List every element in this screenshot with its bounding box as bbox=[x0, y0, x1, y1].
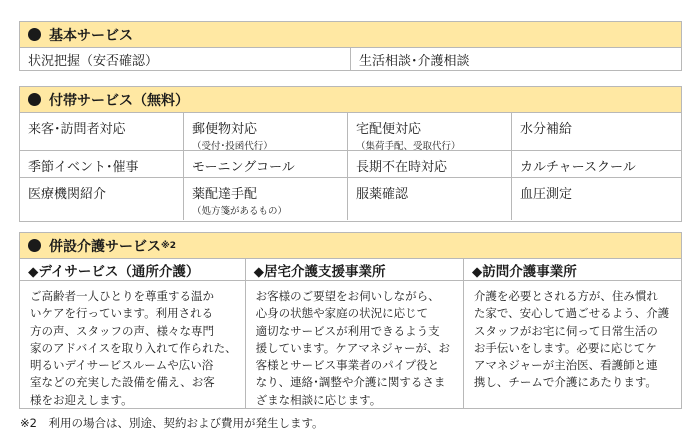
column-description bbox=[246, 281, 463, 409]
day-service-column bbox=[20, 259, 245, 409]
column-description bbox=[20, 281, 245, 409]
service-label: カルチャースクール bbox=[520, 160, 636, 175]
description-line: 室などの充実した設備を備え、お客 bbox=[30, 375, 215, 390]
facility-columns bbox=[20, 259, 681, 409]
service-label: モーニングコール bbox=[192, 160, 295, 175]
service-cell bbox=[348, 151, 512, 178]
service-label: 季節イベント･催事 bbox=[28, 160, 139, 175]
additional-services-header bbox=[20, 87, 681, 113]
service-label: 血圧測定 bbox=[520, 187, 573, 202]
service-note: （処方箋があるもの） bbox=[192, 206, 288, 217]
bullet-icon bbox=[28, 93, 41, 106]
description-line: 心身の状態や家庭の状況に応じて bbox=[255, 306, 429, 321]
column-heading: ◆デイサービス（通所介護） bbox=[20, 259, 245, 281]
service-note: （集荷手配、受取代行） bbox=[356, 141, 461, 152]
additional-services-title: 付帯サービス（無料） bbox=[49, 92, 189, 109]
description-line: ざまな相談に応じます。 bbox=[255, 392, 382, 407]
description-line: 携し、チームで介護にあたります。 bbox=[473, 375, 657, 390]
service-label: 宅配便対応 bbox=[356, 122, 422, 137]
description-line: 様をお迎えします。 bbox=[30, 392, 133, 407]
footnote-marker: ※2 bbox=[161, 240, 177, 251]
service-label: 服薬確認 bbox=[356, 187, 409, 202]
service-label: 長期不在時対応 bbox=[356, 160, 448, 175]
description-line: 客様とサービス事業者のパイプ役と bbox=[255, 358, 440, 373]
facility-services-title: 併設介護サービス bbox=[49, 238, 161, 255]
service-cell bbox=[20, 113, 184, 151]
additional-services-grid bbox=[20, 113, 681, 220]
care-support-column bbox=[245, 259, 463, 409]
column-description bbox=[464, 281, 681, 392]
description-line: お客様のご要望をお伺いしながら、 bbox=[255, 289, 440, 303]
description-line: なり、連絡･調整や介護に関するさま bbox=[255, 375, 446, 390]
service-note: （受付･投函代行） bbox=[192, 141, 273, 152]
basic-service-item: 状況把握（安否確認） bbox=[28, 54, 159, 69]
description-line: アマネジャーが主治医、看護師と連 bbox=[473, 358, 658, 373]
service-label: 薬配達手配 bbox=[192, 187, 258, 202]
description-line: 方の声、スタッフの声、様々な専門 bbox=[30, 323, 214, 338]
description-line: 明るいデイサービスルームや広い浴 bbox=[30, 358, 214, 373]
service-label: 郵便物対応 bbox=[192, 122, 258, 137]
basic-services-row bbox=[20, 48, 681, 71]
service-cell bbox=[20, 151, 184, 178]
footnote: ※2 利用の場合は、別途、契約および費用が発生します。 bbox=[20, 416, 324, 430]
service-label: 来客･訪問者対応 bbox=[28, 122, 126, 137]
service-cell bbox=[512, 178, 681, 220]
description-line: 家のアドバイスを取り入れて作られた、 bbox=[30, 340, 237, 355]
description-line: 介護を必要とされる方が、住み慣れ bbox=[473, 289, 658, 303]
service-cell bbox=[184, 113, 348, 151]
basic-services-header bbox=[20, 22, 681, 48]
service-cell bbox=[348, 178, 512, 220]
additional-services-section bbox=[19, 86, 682, 222]
basic-services-section bbox=[19, 21, 682, 71]
description-line: いケアを行っています。利用される bbox=[30, 306, 214, 321]
service-label: 水分補給 bbox=[520, 122, 573, 137]
description-line: スタッフがお宅に伺って日常生活の bbox=[473, 323, 658, 338]
column-heading: ◆訪問介護事業所 bbox=[464, 259, 681, 281]
facility-services-section bbox=[19, 232, 682, 409]
service-cell bbox=[512, 151, 681, 178]
service-cell bbox=[184, 178, 348, 220]
basic-service-item: 生活相談･介護相談 bbox=[350, 48, 681, 71]
home-care-column bbox=[463, 259, 681, 409]
service-cell bbox=[348, 113, 512, 151]
bullet-icon bbox=[28, 28, 41, 41]
service-cell bbox=[20, 178, 184, 220]
service-cell bbox=[184, 151, 348, 178]
description-line: ご高齢者一人ひとりを尊重する温か bbox=[30, 289, 214, 303]
facility-services-header bbox=[20, 233, 681, 259]
bullet-icon bbox=[28, 239, 41, 252]
description-line: お手伝いをします。必要に応じてケ bbox=[473, 340, 657, 355]
basic-services-title: 基本サービス bbox=[49, 27, 133, 44]
description-line: た家で、安心して過ごせるよう、介護 bbox=[473, 306, 670, 321]
service-cell bbox=[512, 113, 681, 151]
description-line: 適切なサービスが利用できるよう支 bbox=[255, 323, 440, 338]
service-label: 医療機関紹介 bbox=[28, 187, 107, 202]
column-heading: ◆居宅介護支援事業所 bbox=[246, 259, 463, 281]
description-line: 援しています。ケアマネジャーが、お bbox=[255, 340, 451, 355]
